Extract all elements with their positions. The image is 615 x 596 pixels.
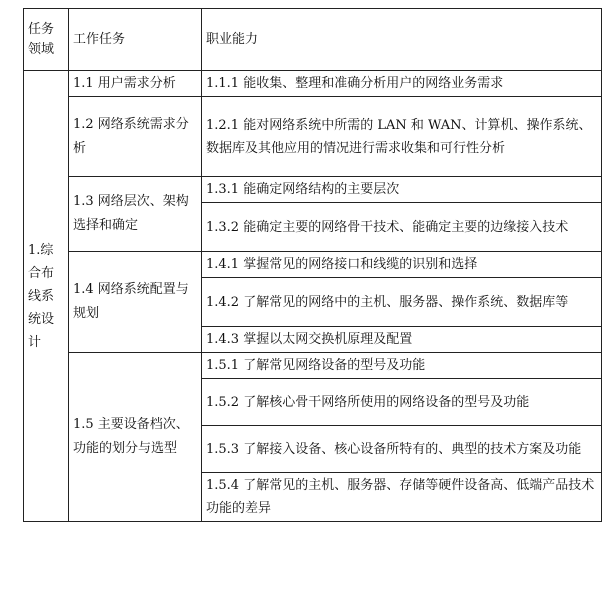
domain-cell: 1.综合布线系统设计: [24, 71, 69, 522]
ability-cell: 1.1.1 能收集、整理和准确分析用户的网络业务需求: [202, 71, 602, 97]
ability-cell: 1.3.2 能确定主要的网络骨干技术、能确定主要的边缘接入技术: [202, 203, 602, 252]
competency-table: [23, 8, 602, 522]
task-cell: 1.4 网络系统配置与规划: [69, 252, 202, 353]
task-cell: 1.1 用户需求分析: [69, 71, 202, 97]
ability-cell: 1.5.1 了解常见网络设备的型号及功能: [202, 353, 602, 379]
table-row: [24, 353, 602, 379]
ability-cell: 1.4.3 掌握以太网交换机原理及配置: [202, 327, 602, 353]
table-row: [24, 252, 602, 278]
table-row: [24, 71, 602, 97]
table-row: [24, 97, 602, 177]
task-cell: 1.2 网络系统需求分析: [69, 97, 202, 177]
ability-cell: 1.4.2 了解常见的网络中的主机、服务器、操作系统、数据库等: [202, 278, 602, 327]
ability-cell: 1.5.3 了解接入设备、核心设备所特有的、典型的技术方案及功能: [202, 426, 602, 473]
ability-cell: 1.2.1 能对网络系统中所需的 LAN 和 WAN、计算机、操作系统、数据库及其他应用的情况进行需求收集和可行性分析: [202, 97, 602, 177]
table-row: [24, 177, 602, 203]
ability-cell: 1.5.4 了解常见的主机、服务器、存储等硬件设备高、低端产品技术功能的差异: [202, 473, 602, 522]
ability-cell: 1.4.1 掌握常见的网络接口和线缆的识别和选择: [202, 252, 602, 278]
header-domain: 任务领域: [24, 9, 69, 71]
ability-cell: 1.3.1 能确定网络结构的主要层次: [202, 177, 602, 203]
table-header-row: [24, 9, 602, 71]
ability-cell: 1.5.2 了解核心骨干网络所使用的网络设备的型号及功能: [202, 379, 602, 426]
task-cell: 1.5 主要设备档次、功能的划分与选型: [69, 353, 202, 522]
header-ability: 职业能力: [202, 9, 602, 71]
header-task: 工作任务: [69, 9, 202, 71]
task-cell: 1.3 网络层次、架构选择和确定: [69, 177, 202, 252]
